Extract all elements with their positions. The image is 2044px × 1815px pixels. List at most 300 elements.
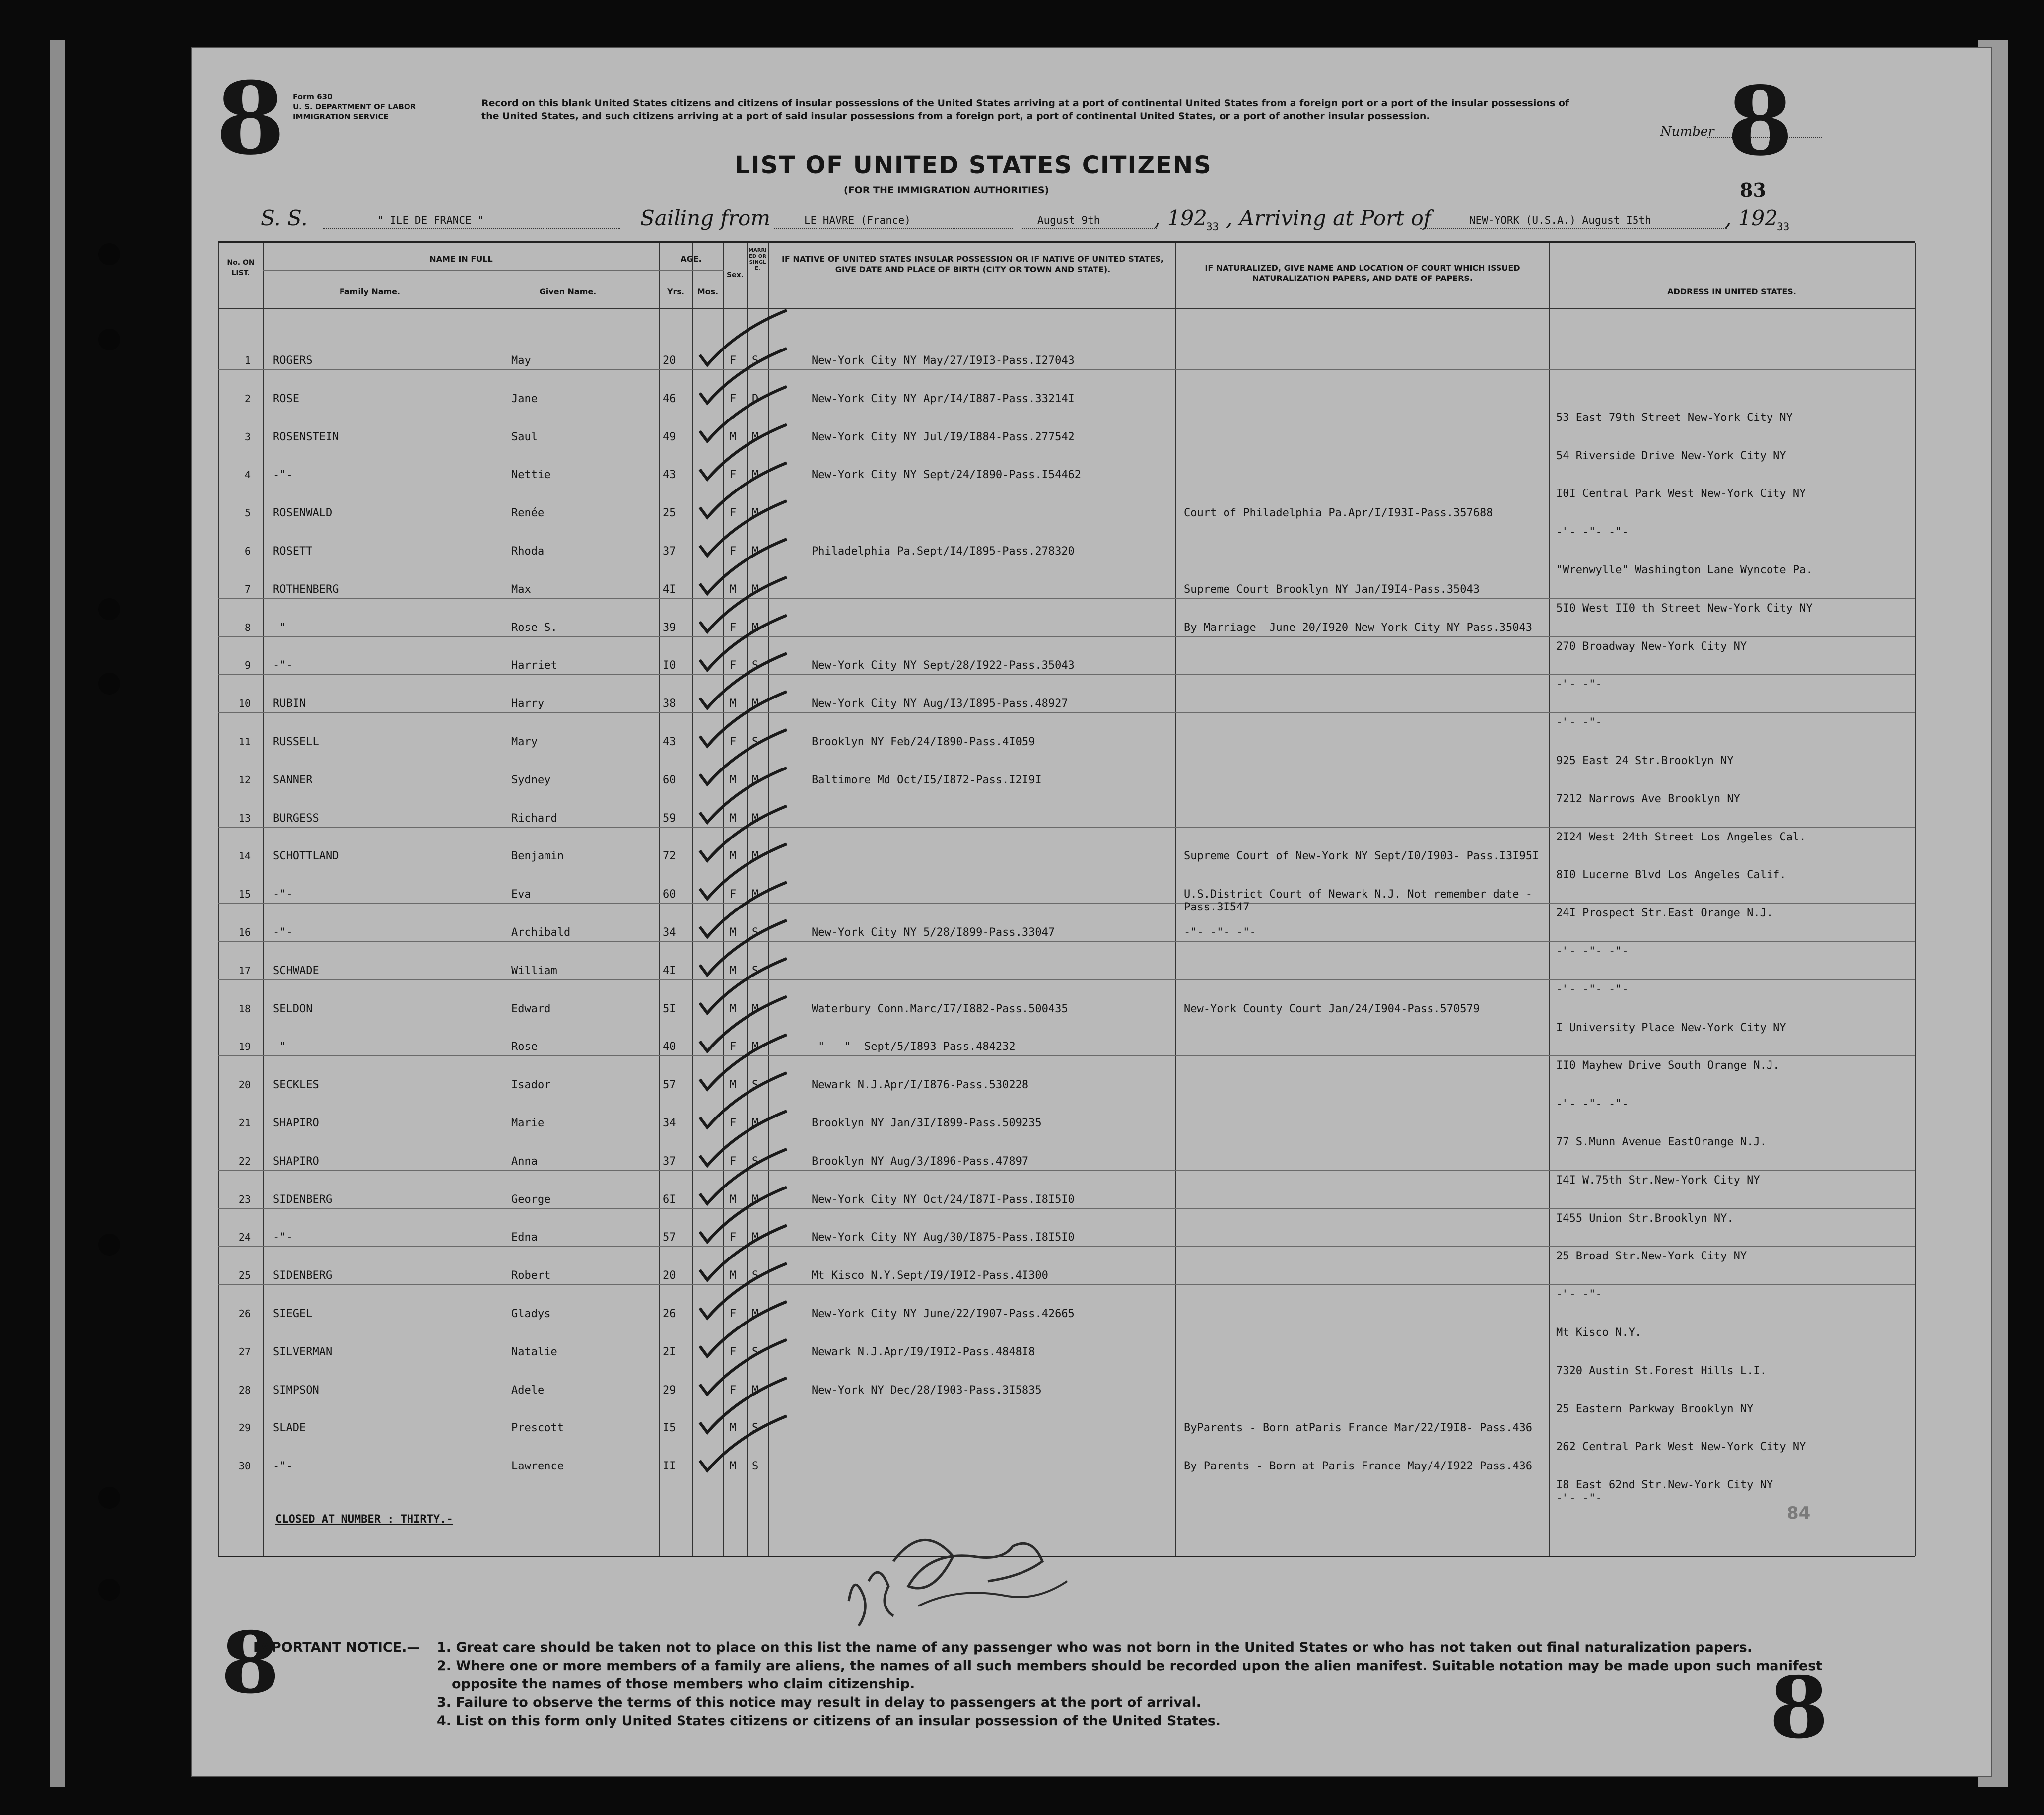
header-mos: Mos. [697,287,719,296]
marital-status: M [752,1231,759,1244]
department-name: U. S. DEPARTMENT OF LABOR [293,102,416,111]
sex: M [730,1002,737,1015]
notice-item: 3. Failure to observe the terms of this notice may result in delay to passengers at the port of arrival. [437,1695,1201,1710]
sex: M [730,964,737,977]
family-name: -"- [273,1460,293,1473]
given-name: Sydney [511,773,551,786]
us-address: 25 Broad Str.New-York City NY [1556,1250,1747,1263]
marital-status: M [752,507,759,520]
row-number: 8 [244,621,251,633]
birth-place-date: New-York City NY Sept/28/I922-Pass.35043 [812,659,1075,672]
age-years: I0 [663,659,676,672]
naturalization-info: -"- -"- -"- [1184,926,1256,939]
form-id-block [293,92,416,122]
row-number: 1 [244,354,251,366]
us-address: I4I W.75th Str.New-York City NY [1556,1174,1760,1187]
row-rule [218,979,1915,980]
sex: M [730,926,737,939]
ship-name-line [323,228,620,229]
age-years: 39 [663,621,676,634]
family-name: ROSENWALD [273,507,333,520]
us-address: I University Place New-York City NY [1556,1021,1786,1034]
given-name: Richard [511,812,557,825]
row-rule [218,636,1915,637]
header-sex: Sex. [727,271,744,279]
passenger-table [218,241,1915,1557]
sex: M [730,583,737,596]
us-address: -"- -"- [1556,1288,1602,1301]
age-years: 34 [663,1117,676,1129]
sex: F [730,392,737,405]
binding-hole [98,673,120,695]
birth-place-date: Mt Kisco N.Y.Sept/I9/I9I2-Pass.4I300 [812,1269,1048,1282]
sex: F [730,1384,737,1396]
sex: F [730,469,737,482]
handwritten-signature [839,1517,1097,1641]
family-name: -"- [273,926,293,939]
header-address: ADDRESS IN UNITED STATES. [1667,287,1796,296]
us-address: II0 Mayhew Drive South Orange N.J. [1556,1059,1780,1072]
birth-place-date: New-York City NY Sept/24/I890-Pass.I54462 [812,469,1082,482]
us-address: Mt Kisco N.Y. [1556,1326,1642,1339]
row-number: 5 [244,507,251,519]
binding-hole [98,598,120,620]
sex: F [730,545,737,558]
us-address: 24I Prospect Str.East Orange N.J. [1556,907,1773,920]
given-name: Eva [511,888,531,901]
marital-status: S [752,1155,759,1168]
ship-name: " ILE DE FRANCE " [377,214,484,226]
row-rule [218,827,1915,828]
birth-place-date: New-York City NY Jul/I9/I884-Pass.277542 [812,430,1075,443]
sex: F [730,621,737,634]
arrival-port-line [1420,228,1727,229]
family-name: SELDON [273,1002,313,1015]
row-number: 25 [238,1269,251,1282]
marital-status: S [752,964,759,977]
marital-status: M [752,1041,759,1053]
sex: M [730,1269,737,1282]
arriving-label: , Arriving at Port of [1226,206,1431,230]
header-yrs: Yrs. [667,287,685,296]
age-years: 59 [663,812,676,825]
family-name: -"- [273,1041,293,1053]
sex: M [730,1079,737,1092]
row-number: 24 [238,1231,251,1244]
family-name: ROSENSTEIN [273,430,339,443]
year-label: , 192 [1154,206,1207,230]
row-number: 26 [238,1308,251,1320]
given-name: Adele [511,1384,545,1396]
age-years: 34 [663,926,676,939]
family-name: -"- [273,1231,293,1244]
given-name: Gladys [511,1308,551,1320]
binding-hole [98,243,120,265]
sex: F [730,1117,737,1129]
marital-status: S [752,736,759,748]
us-address: I8 East 62nd Str.New-York City NY [1556,1479,1773,1492]
row-number: 21 [238,1117,251,1129]
row-number: 29 [238,1422,251,1434]
given-name: Natalie [511,1345,557,1358]
row-number: 6 [244,545,251,557]
header-age: AGE. [681,254,702,264]
notice-label: IMPORTANT NOTICE.— [253,1640,420,1655]
birth-place-date: -"- -"- Sept/5/I893-Pass.484232 [812,1041,1016,1053]
notice-item: 4. List on this form only United States citizens or citizens of an insular possession of the United States. [437,1713,1221,1729]
row-number: 28 [238,1384,251,1396]
given-name: Marie [511,1117,545,1129]
family-name: RUSSELL [273,736,319,748]
row-rule [218,1170,1915,1171]
header-given-name: Given Name. [539,287,597,296]
form-number: Form 630 [293,92,333,101]
age-years: 4I [663,964,676,977]
age-years: II [663,1460,676,1473]
birth-place-date: Brooklyn NY Aug/3/I896-Pass.47897 [812,1155,1029,1168]
row-number: 22 [238,1155,251,1167]
us-address: 25 Eastern Parkway Brooklyn NY [1556,1402,1754,1415]
header-name-in-full: NAME IN FULL [429,254,493,264]
given-name: Jane [511,392,538,405]
family-name: SANNER [273,773,313,786]
given-name: May [511,354,531,367]
given-name: Anna [511,1155,538,1168]
row-number: 23 [238,1193,251,1205]
us-address: -"- -"- [1556,716,1602,729]
family-name: ROSETT [273,545,313,558]
closed-note: CLOSED AT NUMBER : THIRTY.- [275,1513,453,1526]
family-name: BURGESS [273,812,319,825]
binding-hole [98,1234,120,1256]
row-number: 7 [244,583,251,595]
marital-status: M [752,545,759,558]
marital-status: M [752,888,759,901]
birth-place-date: New-York City NY Oct/24/I87I-Pass.I8I5I0 [812,1193,1075,1206]
given-name: George [511,1193,551,1206]
family-name: SIDENBERG [273,1193,333,1206]
sex: F [730,1345,737,1358]
birth-place-date: New-York City NY Aug/I3/I895-Pass.48927 [812,698,1068,710]
naturalization-info: Court of Philadelphia Pa.Apr/I/I93I-Pass.357688 [1184,507,1493,520]
family-name: SHAPIRO [273,1117,319,1129]
given-name: Rose S. [511,621,557,634]
us-address: I455 Union Str.Brooklyn NY. [1556,1212,1734,1225]
arrival-port: NEW-YORK (U.S.A.) August I5th [1469,214,1651,226]
sex: F [730,1155,737,1168]
row-rule [218,712,1915,713]
family-name: SECKLES [273,1079,319,1092]
naturalization-info: ByParents - Born atParis France Mar/22/I9I8- Pass.436 [1184,1422,1532,1435]
form-instructions: Record on this blank United States citizens and citizens of insular possessions of the United States arriving at a port of continental United States from a foreign port or a port of the insular possessions of the United States, and such citizens arriving at a port of said insular possessions from a foreign port, a port of continental United States, or a port of another insular possession. [481,98,1569,122]
family-name: SCHOTTLAND [273,850,339,863]
form-large-number: 8 [216,61,285,177]
notice-item: 2. Where one or more members of a family are aliens, the names of all such members should be recorded upon the alien manifest. Suitable notation may be made upon such manifest opposite the names of those members who claim citizenship. [437,1658,1823,1692]
marital-status: S [752,1345,759,1358]
given-name: Rose [511,1041,538,1053]
sex: M [730,1460,737,1473]
given-name: Benjamin [511,850,564,863]
marital-status: M [752,1384,759,1396]
us-address: 77 S.Munn Avenue EastOrange N.J. [1556,1136,1767,1148]
given-name: William [511,964,557,977]
given-name: Nettie [511,469,551,482]
us-address: 8I0 Lucerne Blvd Los Angeles Calif. [1556,869,1786,882]
given-name: Mary [511,736,538,748]
us-address: -"- -"- -"- [1556,1098,1629,1111]
birth-place-date: New-York City NY 5/28/I899-Pass.33047 [812,926,1055,939]
row-number: 10 [238,698,251,710]
sex: M [730,812,737,825]
birth-place-date: Brooklyn NY Feb/24/I890-Pass.4I059 [812,736,1035,748]
age-years: 26 [663,1308,676,1320]
age-years: 2I [663,1345,676,1358]
naturalization-info: New-York County Court Jan/24/I904-Pass.570579 [1184,1002,1480,1015]
marital-status: S [752,354,759,367]
row-number: 27 [238,1345,251,1358]
binding-hole [98,1579,120,1601]
marital-status: M [752,583,759,596]
row-number: 4 [244,469,251,481]
sex: F [730,1231,737,1244]
marital-status: M [752,698,759,710]
family-name: SIDENBERG [273,1269,333,1282]
row-number: 30 [238,1460,251,1472]
page-number: 83 [1740,179,1766,201]
age-years: 43 [663,469,676,482]
birth-place-date: New-York City NY June/22/I907-Pass.42665 [812,1308,1075,1320]
family-name: -"- [273,621,293,634]
binding-edge [50,40,65,1787]
ss-label: S. S. [261,206,308,230]
marital-status: M [752,621,759,634]
marital-status: M [752,1002,759,1015]
row-rule [218,598,1915,599]
sex: F [730,736,737,748]
given-name: Saul [511,430,538,443]
family-name: SLADE [273,1422,306,1435]
header-married-single: MARRIED OR SINGLE. [749,248,767,271]
us-address: 270 Broadway New-York City NY [1556,640,1747,653]
notice-item: 1. Great care should be taken not to place on this list the name of any passenger who was not born in the United States or who has not taken out final naturalization papers. [437,1640,1753,1655]
us-address: 5I0 West II0 th Street New-York City NY [1556,602,1813,615]
us-address: 2I24 West 24th Street Los Angeles Cal. [1556,831,1806,843]
age-years: 5I [663,1002,676,1015]
sex: F [730,659,737,672]
family-name: -"- [273,469,293,482]
list-number: 8 [1727,66,1793,177]
us-address: 7212 Narrows Ave Brooklyn NY [1556,792,1740,805]
departure-date: August 9th [1037,214,1100,226]
page-title: LIST OF UNITED STATES CITIZENS [735,151,1212,179]
marital-status: S [752,926,759,939]
us-address: "Wrenwylle" Washington Lane Wyncote Pa. [1556,564,1813,576]
us-address: -"- -"- -"- [1556,983,1629,996]
arrival-year-label: , 192 [1725,206,1778,230]
family-name: SIMPSON [273,1384,319,1396]
row-number: 17 [238,964,251,977]
birth-place-date: New-York NY Dec/28/I903-Pass.3I5835 [812,1384,1042,1396]
age-years: 49 [663,430,676,443]
family-name: RUBIN [273,698,306,710]
given-name: Lawrence [511,1460,564,1473]
naturalization-info: Supreme Court of New-York NY Sept/I0/I903- Pass.I3I95I [1184,850,1539,863]
us-address: 262 Central Park West New-York City NY [1556,1441,1806,1454]
arrival-year: 33 [1777,221,1790,233]
given-name: Edward [511,1002,551,1015]
sex: F [730,354,737,367]
row-number: 19 [238,1041,251,1053]
marital-status: S [752,1422,759,1435]
family-name: SCHWADE [273,964,319,977]
sex: M [730,430,737,443]
departure-port-line [774,228,1013,229]
departure-port: LE HAVRE (France) [804,214,911,226]
number-label: Number [1660,124,1714,139]
marital-status: M [752,812,759,825]
marital-status: M [752,430,759,443]
age-years: 29 [663,1384,676,1396]
birth-place-date: Newark N.J.Apr/I9/I9I2-Pass.4848I8 [812,1345,1035,1358]
given-name: Edna [511,1231,538,1244]
header-no-on-list: No. ON LIST. [227,259,255,277]
us-address: 54 Riverside Drive New-York City NY [1556,449,1786,462]
marital-status: D [752,392,759,405]
age-years: 72 [663,850,676,863]
us-address: -"- -"- [1556,678,1602,691]
row-number: 13 [238,812,251,824]
sex: F [730,1308,737,1320]
family-name: -"- [273,659,293,672]
marital-status: M [752,773,759,786]
sex: M [730,1422,737,1435]
birth-place-date: New-York City NY May/27/I9I3-Pass.I27043 [812,354,1075,367]
service-name: IMMIGRATION SERVICE [293,112,389,121]
given-name: Harry [511,698,545,710]
sailing-label: Sailing from [640,206,771,230]
row-number: 20 [238,1079,251,1091]
us-address: -"- -"- -"- [1556,945,1629,958]
row-rule [218,903,1915,904]
birth-place-date: New-York City NY Apr/I4/I887-Pass.33214I [812,392,1075,405]
age-years: 20 [663,1269,676,1282]
important-notice [253,1638,1832,1730]
row-rule [218,1055,1915,1056]
row-number: 9 [244,659,251,672]
family-name: SIEGEL [273,1308,313,1320]
sex: M [730,850,737,863]
given-name: Max [511,583,531,596]
age-years: 60 [663,888,676,901]
naturalization-info: U.S.District Court of Newark N.J. Not remember date - Pass.3I547 [1184,888,1532,914]
birth-place-date: New-York City NY Aug/30/I875-Pass.I8I5I0 [812,1231,1075,1244]
given-name: Prescott [511,1422,564,1435]
age-years: 57 [663,1079,676,1092]
us-address: I0I Central Park West New-York City NY [1556,488,1806,500]
family-name: SILVERMAN [273,1345,333,1358]
us-address: 7320 Austin St.Forest Hills L.I. [1556,1364,1767,1377]
row-number: 12 [238,773,251,786]
marital-status: S [752,1079,759,1092]
departure-date-line [1022,228,1157,229]
age-years: 57 [663,1231,676,1244]
given-name: Isador [511,1079,551,1092]
age-years: 43 [663,736,676,748]
footer-large-number-right: 8 [1770,1658,1829,1757]
stamp-number: 84 [1787,1503,1811,1523]
page-subtitle: (FOR THE IMMIGRATION AUTHORITIES) [844,185,1049,196]
naturalization-info: Supreme Court Brooklyn NY Jan/I9I4-Pass.35043 [1184,583,1480,596]
sex: F [730,1041,737,1053]
sex: F [730,888,737,901]
header-birth: IF NATIVE OF UNITED STATES INSULAR POSSESSION OR IF NATIVE OF UNITED STATES, GIVE DATE AND PLACE OF BIRTH (CITY OR TOWN AND STATE). [781,254,1164,274]
age-years: 25 [663,507,676,520]
row-rule [218,1246,1915,1247]
age-years: 4I [663,583,676,596]
binding-hole [98,1487,120,1509]
age-years: 37 [663,545,676,558]
age-years: 46 [663,392,676,405]
birth-place-date: Waterbury Conn.Marc/I7/I882-Pass.500435 [812,1002,1068,1015]
family-name: ROTHENBERG [273,583,339,596]
sex: F [730,507,737,520]
us-address: 925 East 24 Str.Brooklyn NY [1556,755,1734,767]
header-naturalized: IF NATURALIZED, GIVE NAME AND LOCATION OF COURT WHICH ISSUED NATURALIZATION PAPERS, AND DATE OF PAPERS. [1205,263,1520,283]
marital-status: M [752,1308,759,1320]
row-rule [218,369,1915,370]
departure-year: 33 [1206,221,1219,233]
row-number: 2 [244,392,251,405]
given-name: Renée [511,507,545,520]
row-number: 16 [238,926,251,938]
footer-large-number: 8 [221,1613,280,1713]
us-address-continuation: -"- -"- [1556,1492,1602,1505]
birth-place-date: Brooklyn NY Jan/3I/I899-Pass.509235 [812,1117,1042,1129]
given-name: Archibald [511,926,571,939]
row-rule [218,941,1915,942]
row-number: 15 [238,888,251,901]
age-years: 37 [663,1155,676,1168]
age-years: 60 [663,773,676,786]
birth-place-date: Baltimore Md Oct/I5/I872-Pass.I2I9I [812,773,1042,786]
row-number: 14 [238,850,251,862]
sex: M [730,1193,737,1206]
sex: M [730,698,737,710]
row-number: 11 [238,736,251,748]
family-name: -"- [273,888,293,901]
us-address: 53 East 79th Street New-York City NY [1556,411,1793,424]
sex: M [730,773,737,786]
marital-status: M [752,1193,759,1206]
birth-place-date: Newark N.J.Apr/I/I876-Pass.530228 [812,1079,1029,1092]
age-years: 38 [663,698,676,710]
marital-status: M [752,469,759,482]
age-years: I5 [663,1422,676,1435]
row-number: 3 [244,430,251,443]
given-name: Rhoda [511,545,545,558]
marital-status: S [752,659,759,672]
naturalization-info: By Parents - Born at Paris France May/4/I922 Pass.436 [1184,1460,1532,1473]
family-name: ROSE [273,392,299,405]
binding-hole [98,329,120,350]
marital-status: S [752,1269,759,1282]
row-rule [218,674,1915,675]
marital-status: M [752,1117,759,1129]
age-years: 20 [663,354,676,367]
us-address: -"- -"- -"- [1556,526,1629,539]
birth-place-date: Philadelphia Pa.Sept/I4/I895-Pass.278320 [812,545,1075,558]
given-name: Robert [511,1269,551,1282]
